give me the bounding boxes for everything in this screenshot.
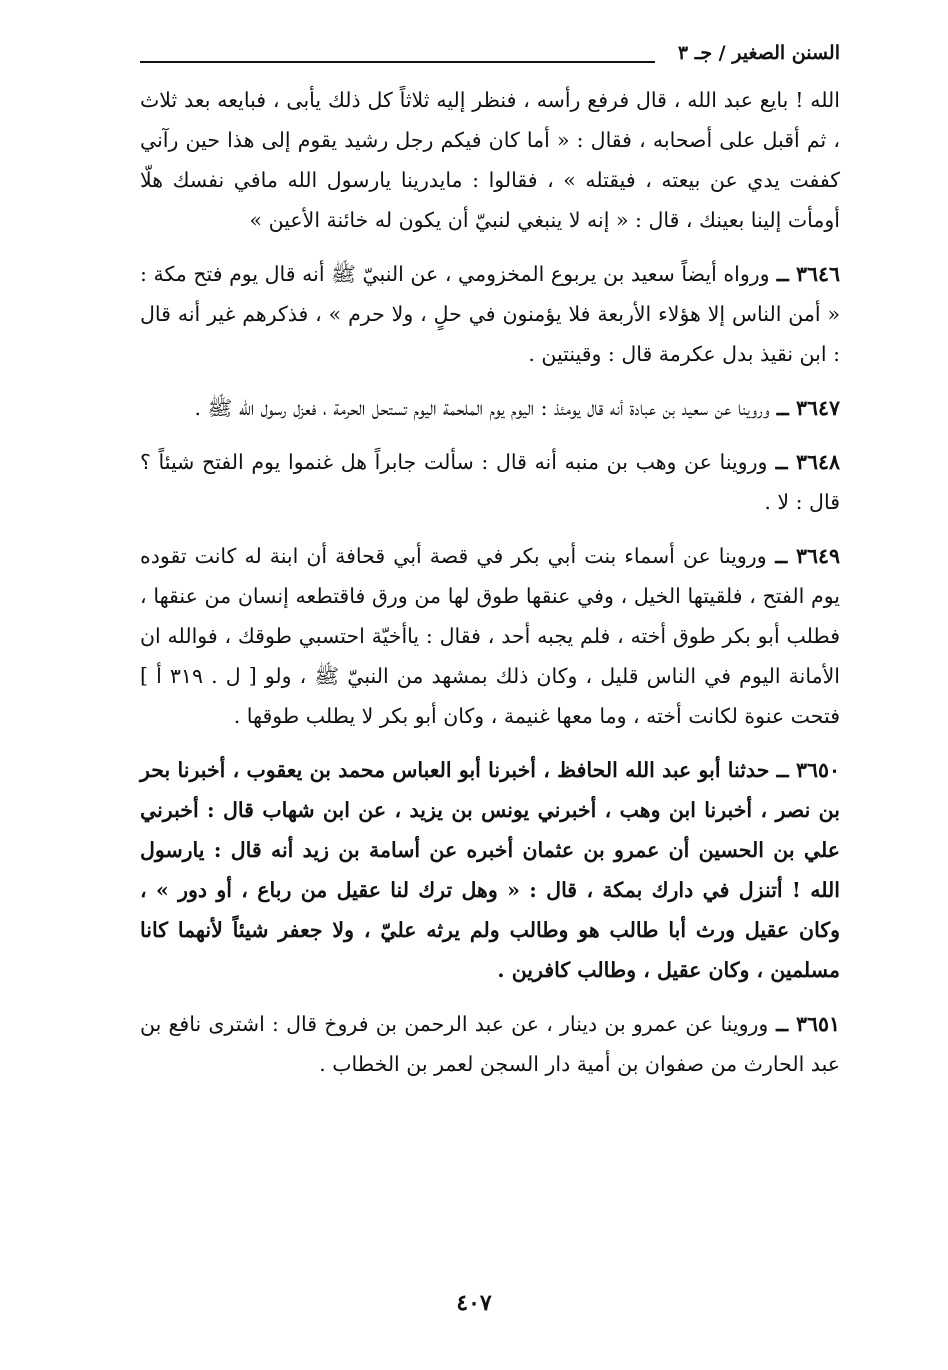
hadith-dash: ــ: [769, 262, 796, 286]
hadith-text: وروينا عن أسماء بنت أبي بكر في قصة أبي قحافة أن ابنة له كانت تقوده يوم الفتح ، فلقيتها الخيل ، وفي عنقها طوق لها من ورق فاقتطعه إنسان من عنقها ، فطلب أبو بكر طوق أخته ، فلم يجبه أحد ، فقال : ياأخيّة احتسبي طوقك ، فوالله ان الأمانة اليوم في الناس قليل ، وكان ذلك بمشهد من النبيّ ﷺ ، ولو [ ل . ٣١٩ أ ] فتحت عنوة لكانت أخته ، وما معها غنيمة ، وكان أبو بكر لا يطلب طوقها .: [140, 544, 840, 728]
hadith-3650: [140, 750, 840, 990]
hadith-dash: ــ: [769, 396, 796, 420]
header-rule: [140, 61, 655, 63]
hadith-3646: [140, 254, 840, 374]
hadith-text: ورواه أيضاً سعيد بن يربوع المخزومي ، عن النبيّ ﷺ أنه قال يوم فتح مكة : « أمن الناس إلا هؤلاء الأربعة فلا يؤمنون في حلٍ ، ولا حرم » ، فذكرهم غير أنه قال : ابن نقيذ بدل عكرمة قال : وقينتين .: [140, 262, 840, 366]
hadith-dash: ــ: [766, 544, 796, 568]
hadith-number: ٣٦٤٧: [795, 396, 840, 420]
hadith-text: وروينا عن عمرو بن دينار ، عن عبد الرحمن بن فروخ قال : اشترى نافع بن عبد الحارث من صفوان بن أمية دار السجن لعمر بن الخطاب .: [140, 1012, 840, 1076]
hadith-number: ٣٦٤٨: [795, 450, 840, 474]
hadith-number: ٣٦٥١: [795, 1012, 840, 1036]
hadith-number: ٣٦٥٠: [795, 758, 840, 782]
hadith-3649: [140, 536, 840, 736]
page-body: [140, 80, 840, 1098]
hadith-3647: [140, 388, 840, 428]
hadith-dash: ــ: [768, 1012, 796, 1036]
running-title: السنن الصغير / جـ ٣: [677, 42, 840, 64]
hadith-3651: [140, 1004, 840, 1084]
hadith-number: ٣٦٤٦: [795, 262, 840, 286]
hadith-dash: ــ: [769, 758, 796, 782]
page-number: ٤٠٧: [456, 1290, 492, 1316]
hadith-text: وروينا عن وهب بن منبه أنه قال : سألت جابراً هل غنموا يوم الفتح شيئاً ؟ قال : لا .: [140, 450, 840, 514]
hadith-text: حدثنا أبو عبد الله الحافظ ، أخبرنا أبو العباس محمد بن يعقوب ، أخبرنا بحر بن نصر ، أخبرنا ابن وهب ، أخبرني يونس بن يزيد ، عن ابن شهاب قال : أخبرني علي بن الحسين أن عمرو بن عثمان أخبره عن أسامة بن زيد أنه قال : يارسول الله ! أتنزل في دارك بمكة ، قال : « وهل ترك لنا عقيل من رباع ، أو دور » ، وكان عقيل ورث أبا طالب هو وطالب ولم يرثه عليّ ، ولا جعفر شيئاً لأنهما كانا مسلمين ، وكان عقيل ، وطالب كافرين .: [140, 758, 840, 982]
paragraph-continuation: [140, 80, 840, 240]
running-header: [140, 42, 840, 72]
hadith-3648: [140, 442, 840, 522]
hadith-number: ٣٦٤٩: [795, 544, 841, 568]
paragraph-text: الله ! بايع عبد الله ، قال فرفع رأسه ، فنظر إليه ثلاثاً كل ذلك يأبى ، فبايعه بعد ثلاث ، ثم أقبل على أصحابه ، فقال : « أما كان فيكم رجل رشيد يقوم إلى هذا حين رآني كففت يدي عن بيعته ، فيقتله » ، فقالوا : مايدرينا يارسول الله مافي نفسك هلّا أومأت إلينا بعينك ، قال : « إنه لا ينبغي لنبيّ أن يكون له خائنة الأعين »: [140, 88, 840, 232]
hadith-dash: ــ: [767, 450, 796, 474]
hadith-text: وروينا عن سعيد بن عبادة أنه قال يومئذ : اليوم يوم الملحمة اليوم تستحل الحرمة ، فعزل رسول الله ﷺ .: [194, 396, 770, 420]
